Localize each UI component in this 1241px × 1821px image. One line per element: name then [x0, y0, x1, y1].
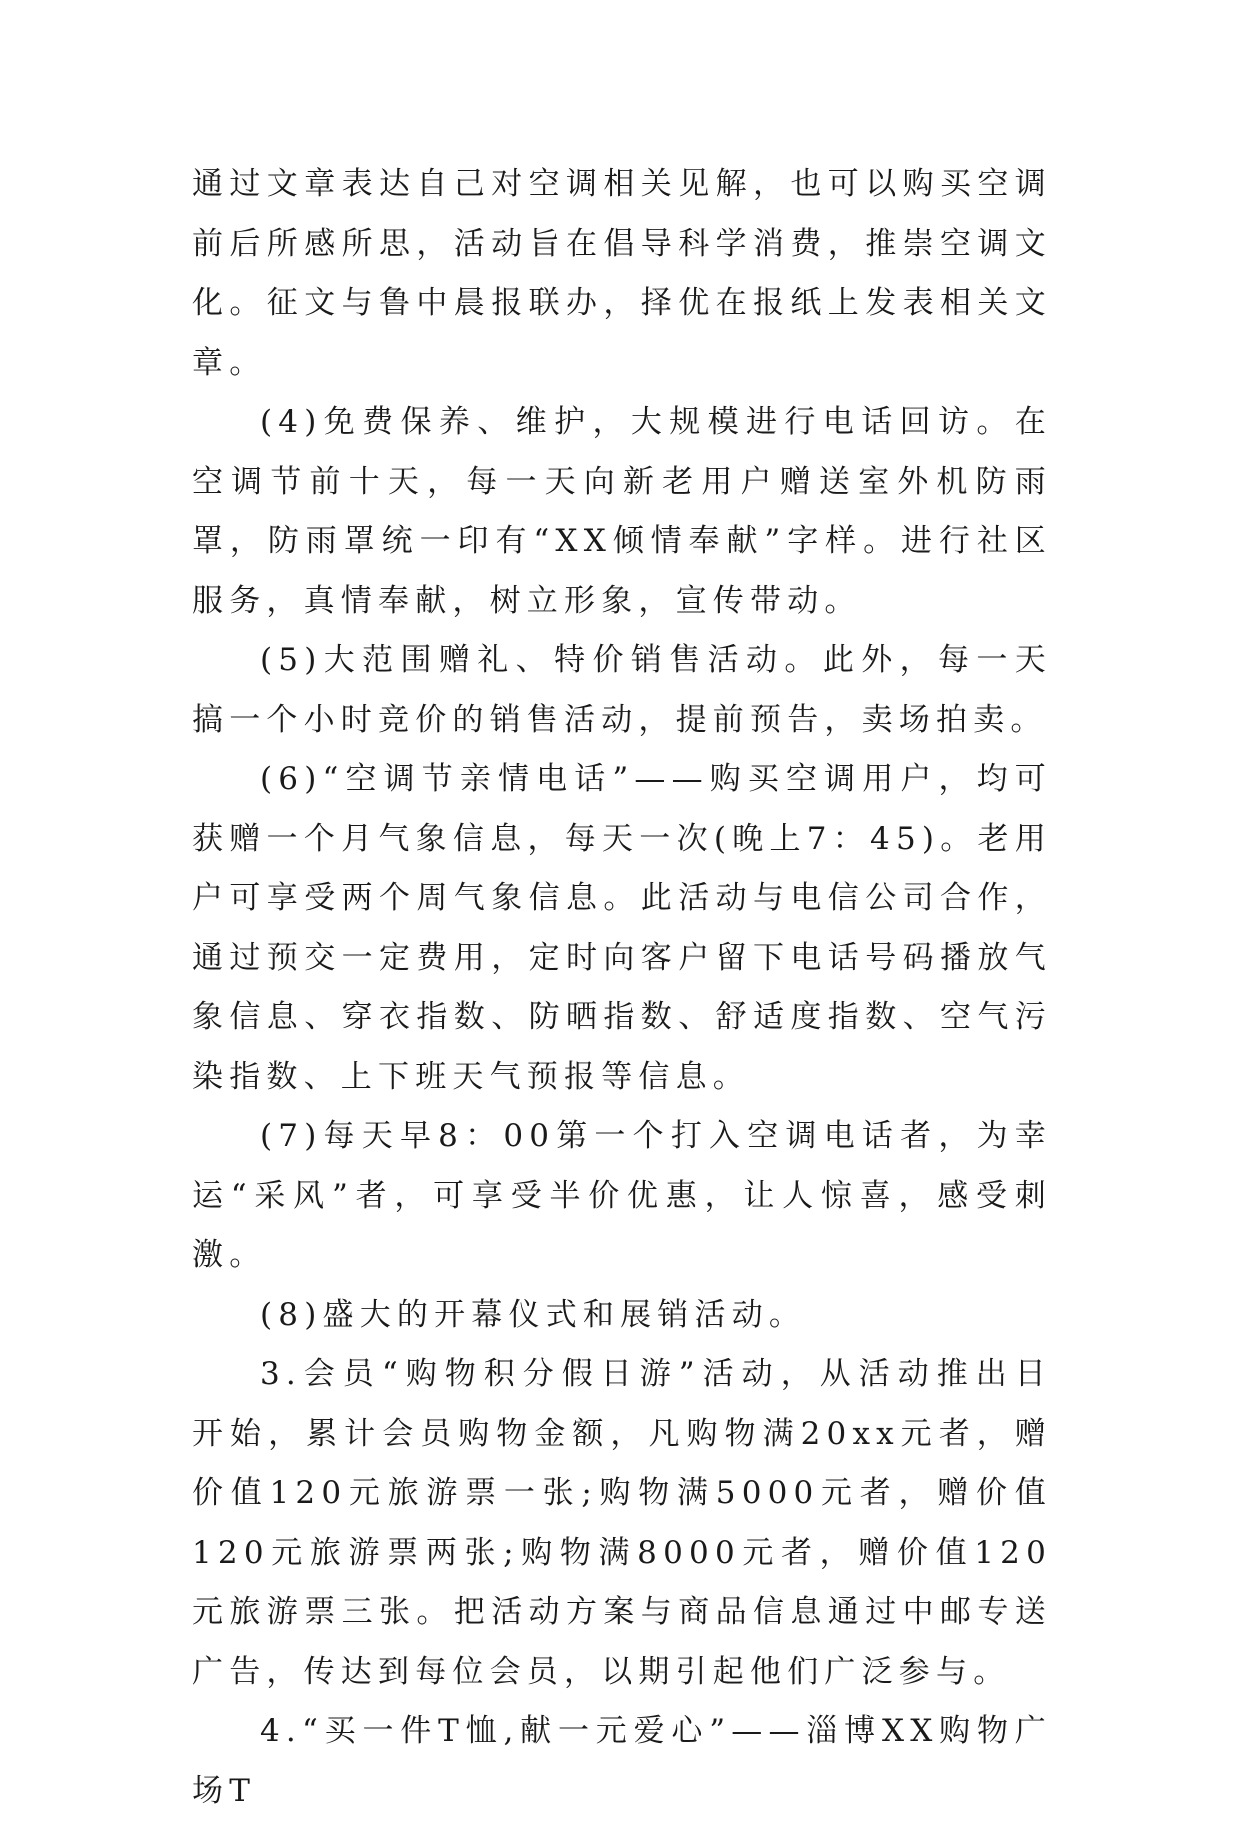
- paragraph-essay-contest: 通过文章表达自己对空调相关见解，也可以购买空调前后所感所思，活动旨在倡导科学消费，推崇空调文化。征文与鲁中晨报联办，择优在报纸上发表相关文章。: [192, 166, 1052, 381]
- paragraph-member-points: 3.会员“购物积分假日游”活动，从活动推出日开始，累计会员购物金额，凡购物满20xx元者，赠价值120元旅游票一张;购物满5000元者，赠价值120元旅游票两张;购物满8000元者，赠价值120元旅游票三张。把活动方案与商品信息通过中邮专送广告，传达到每位会员，以期引起他们广泛参与。: [192, 1356, 1052, 1690]
- paragraph-first-caller: (7)每天早8：00第一个打入空调电话者，为幸运“采风”者，可享受半价优惠，让人惊喜，感受刺激。: [192, 1118, 1052, 1273]
- paragraph-gift-sales: (5)大范围赠礼、特价销售活动。此外，每一天搞一个小时竞价的销售活动，提前预告，卖场拍卖。: [192, 642, 1052, 738]
- paragraph-tshirt-charity: 4.“买一件T恤,献一元爱心”——淄博XX购物广场T: [192, 1713, 1052, 1809]
- paragraph-opening-ceremony: (8)盛大的开幕仪式和展销活动。: [260, 1296, 807, 1333]
- paragraph-free-maintenance: (4)免费保养、维护，大规模进行电话回访。在空调节前十天，每一天向新老用户赠送室外机防雨罩，防雨罩统一印有“XX倾情奉献”字样。进行社区服务，真情奉献，树立形象，宣传带动。: [192, 404, 1052, 619]
- paragraph-weather-hotline: (6)“空调节亲情电话”——购买空调用户，均可获赠一个月气象信息，每天一次(晚上7：45)。老用户可享受两个周气象信息。此活动与电信公司合作，通过预交一定费用，定时向客户留下电话号码播放气象信息、穿衣指数、防晒指数、舒适度指数、空气污染指数、上下班天气预报等信息。: [192, 761, 1052, 1095]
- document-body: [192, 155, 1052, 1821]
